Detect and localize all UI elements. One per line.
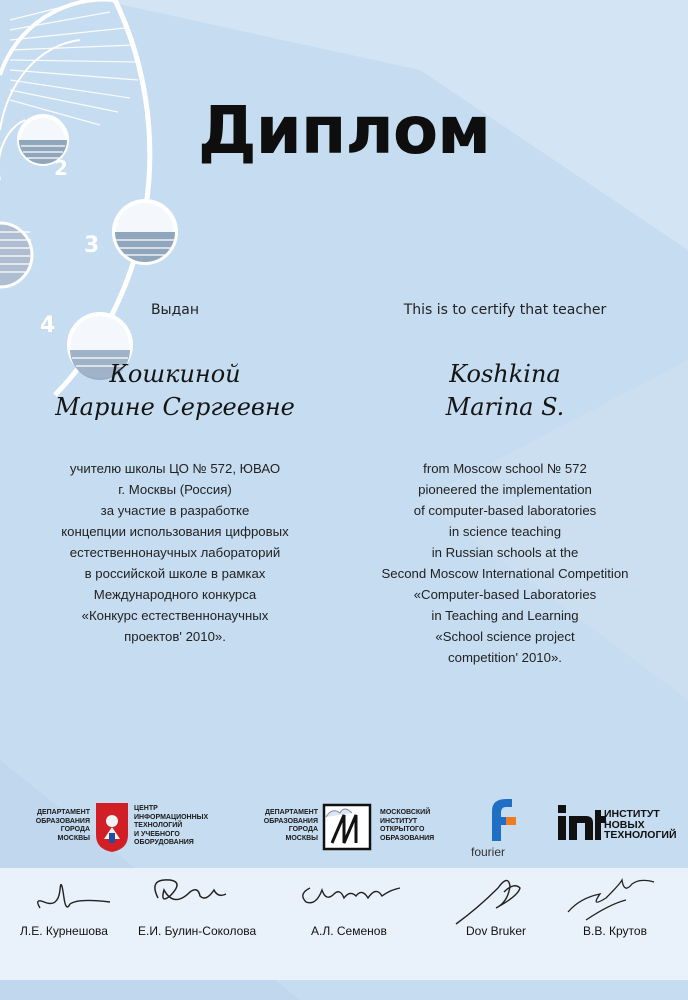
phase-circle-2 <box>114 201 176 263</box>
logo-line: ИНСТИТУТ <box>604 808 660 820</box>
logo-line: ОБРАЗОВАНИЯ <box>380 834 435 842</box>
moscow-coat-of-arms-icon <box>94 801 130 853</box>
center-it-logo-text <box>134 805 244 848</box>
teacher-surname-en: Koshkina <box>449 360 561 388</box>
citation-en-line: of computer-based laboratories <box>413 503 597 518</box>
logo-line: ТЕХНОЛОГИЙ <box>134 822 183 829</box>
logo-line: ТЕХНОЛОГИЙ <box>604 829 677 841</box>
citation-ru-line: естественнонаучных лабораторий <box>69 545 281 560</box>
logo-line: ИНФОРМАЦИОННЫХ <box>134 813 209 821</box>
citation-en-line: in science teaching <box>448 524 562 539</box>
logo-line: ДЕПАРТАМЕНТ <box>264 809 318 816</box>
diagram-number-4: 4 <box>40 313 56 338</box>
citation-ru <box>10 458 340 647</box>
citation-en-line: from Moscow school № 572 <box>423 461 587 476</box>
signature-krutov <box>560 868 660 924</box>
signature-kurneshova <box>30 868 120 924</box>
citation-ru-line: в российской школе в рамках <box>84 566 266 581</box>
logo-line: МОСКВЫ <box>57 834 90 842</box>
logo-line: И УЧЕБНОГО <box>134 830 180 838</box>
issued-label-en: This is to certify that teacher <box>403 302 607 318</box>
dept-education-moscow-logo2-text <box>254 809 318 843</box>
logo-line: ГОРОДА <box>60 826 90 833</box>
diagram-number-3: 3 <box>84 233 100 258</box>
citation-en-line: «School science project <box>435 629 575 644</box>
diagram-number-2: 2 <box>54 156 68 180</box>
teacher-surname-ru: Кошкиной <box>109 360 241 388</box>
citation-en-line: pioneered the implementation <box>418 482 592 497</box>
logo-line: ГОРОДА <box>288 826 318 833</box>
signatory-name: В.В. Крутов <box>583 924 647 938</box>
logo-line: МОСКВЫ <box>285 834 318 842</box>
fourier-logo-icon <box>480 795 520 843</box>
int-logo-icon <box>556 803 608 843</box>
logo-line: ОБРАЗОВАНИЯ <box>263 817 318 825</box>
logo-line: ОТКРЫТОГО <box>380 826 425 833</box>
citation-en-line: competition' 2010». <box>448 650 562 665</box>
citation-en-line: «Computer-based Laboratories <box>413 587 597 602</box>
citation-ru-line: г. Москвы (Россия) <box>118 482 232 497</box>
citation-ru-line: проектов' 2010». <box>124 629 226 644</box>
logo-line: НОВЫХ <box>604 818 645 831</box>
citation-en-line: in Russian schools at the <box>431 545 579 560</box>
diploma-title: Диплом <box>197 92 491 169</box>
issued-label-ru: Выдан <box>150 302 200 318</box>
logo-line: ЦЕНТР <box>134 805 158 812</box>
teacher-name-ru: Марине Сергеевне <box>55 393 295 421</box>
citation-ru-line: за участие в разработке <box>100 503 250 518</box>
signature-bulin-sokolova <box>140 868 240 924</box>
logo-line: ОБОРУДОВАНИЯ <box>134 839 194 846</box>
signatory-name: Dov Bruker <box>466 924 527 938</box>
signatory-name: Е.И. Булин-Соколова <box>138 924 257 938</box>
signatory-name: А.Л. Семенов <box>311 924 387 938</box>
signatory-name: Л.Е. Курнешова <box>20 924 108 938</box>
logo-line: ОБРАЗОВАНИЯ <box>35 817 90 825</box>
open-education-institute-logo-text <box>380 809 460 843</box>
phase-circle-4 <box>0 223 32 287</box>
citation-ru-line: «Конкурс естественнонаучных <box>81 608 269 623</box>
citation-ru-line: концепции использования цифровых <box>61 524 289 539</box>
citation-en-line: Second Moscow International Competition <box>381 566 629 581</box>
signature-strip <box>0 868 688 980</box>
signature-semenov <box>290 868 410 924</box>
moscow-institute-emblem-icon <box>322 803 372 851</box>
signature-bruker <box>448 868 538 928</box>
fourier-logo-text: fourier <box>471 845 506 859</box>
logo-line: МОСКОВСКИЙ <box>380 809 431 816</box>
int-institute-text <box>604 809 677 841</box>
citation-ru-line: Международного конкурса <box>93 587 257 602</box>
citation-ru-line: учителю школы ЦО № 572, ЮВАО <box>69 461 281 476</box>
logos-row <box>0 795 688 865</box>
citation-en <box>340 458 670 668</box>
logo-line: ИНСТИТУТ <box>380 817 418 825</box>
teacher-name-en: Marina S. <box>445 393 565 421</box>
logo-line: ДЕПАРТАМЕНТ <box>36 809 90 816</box>
citation-en-line: in Teaching and Learning <box>431 608 579 623</box>
dept-education-moscow-logo-text <box>28 809 90 843</box>
